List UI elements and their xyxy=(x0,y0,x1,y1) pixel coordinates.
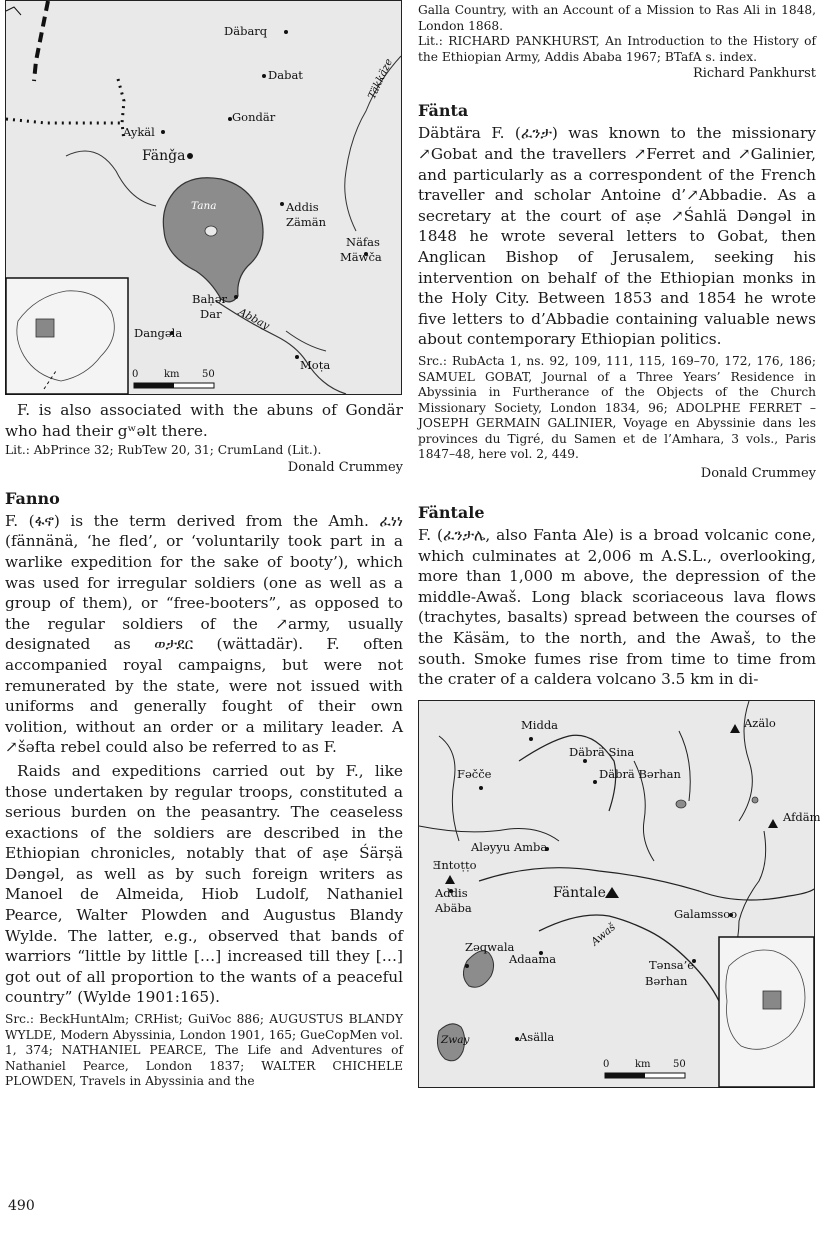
scale-zero: 0 xyxy=(132,369,139,380)
river-label-awas: Awaš xyxy=(589,920,618,949)
place-label-dabra-barhan: Däbrä Bərhan xyxy=(599,766,681,781)
author-crummey-2: Donald Crummey xyxy=(700,466,816,482)
fanno-paragraph-2: Raids and expeditions carried out by F., like those undertaken by regular troops, constituted a serious burden on the peasantry. The ceaseless exactions of the soldiers are described in the Ethiopian chronicles, notably that of aṣe Śärṣä Dəngəl, as well as by such foreign writers as Manoel de Almeida, Hiob Ludolf, Nathaniel Pearce, Walter Plowden and Augustus Blandy Wylde. The latter, e.g., observed that bands of warriors “little by little […] increased till they […] got out of all proportion to the wants of a peaceful country” (Wylde 1901:165). xyxy=(5,761,403,1007)
place-label-nafas-mawca-2: Mäwča xyxy=(340,250,382,264)
heading-fantale: Fäntale xyxy=(418,503,485,523)
scale-zero-2: 0 xyxy=(603,1058,610,1070)
place-label-fantale: Fäntale xyxy=(553,884,606,901)
map-lake-tana-region xyxy=(5,0,402,395)
fanta-sources: Src.: RubActa 1, ns. 92, 109, 111, 115, 169–70, 172, 176, 186; SAMUEL GOBAT, Journal of a Three Years’ Residence in Abyssinia in Furtherance of the Objects of the Church Missionary Society, London 1834, 96; ADOLPHE FERRET – JOSEPH GERMAIN GALINIER, Voyage en Abyssinie dans les provinces du Tigré, du Samen et de l’Amhara, 3 vols., Paris 1847–48, here vol. 2, 449. xyxy=(418,353,816,462)
place-label-aykal: Aykäl xyxy=(123,125,155,139)
place-label-dangala: Dangəla xyxy=(134,326,183,340)
map-drawing xyxy=(6,1,401,394)
place-label-addis-abeba-2: Abäba xyxy=(435,900,472,915)
place-label-dabat: Dabat xyxy=(268,68,303,82)
fantale-paragraph: F. (ፈንታሌ, also Fanta Ale) is a broad volcanic cone, which culminates at 2,006 m A.S.L., overlooking, more than 1,000 m above, the depression of the middle-Awaš. Long black scoriaceous lava flows (trachytes, basalts) spread between the courses of the Käsäm, to the north, and the Awaš, to the south. Smoke fumes rise from time to time from the crater of a caldera volcano 3.5 km in di- xyxy=(418,526,816,689)
river-label-takkaze: Täkkäze xyxy=(366,56,396,102)
place-label-afdam: Afdäm xyxy=(783,809,820,824)
scale-max: 50 xyxy=(202,369,215,380)
place-label-nafas-mawca-1: Näfas xyxy=(346,235,380,249)
author-crummey-1: Donald Crummey xyxy=(287,459,403,475)
place-label-addis-zaman-1: Addis xyxy=(286,200,319,214)
scale-unit-2: km xyxy=(635,1058,651,1070)
place-label-fanga: Fänǧa xyxy=(142,148,186,164)
left-column xyxy=(5,0,403,1090)
fanno-paragraph-1: F. (ፋኖ) is the term derived from the Amh. ፈነነ (fännänä, ‘he fled’, or ‘voluntarily took part in a warlike expedition for the sake of booty’), which was used for irregular soldiers (one as well as a group of them), or “free-booters”, as opposed to the regular soldiers of the ↗army, usually designated as ወታደር (wättadär). F. often accompanied royal campaigns, but were not remunerated by the state, were not issued with uniforms and generally fought of their own volition, without an order or a military leader. A ↗šəfta rebel could also be referred to as F. xyxy=(5,511,403,757)
place-label-asalla: Asälla xyxy=(519,1029,555,1044)
lake-label-tana: Tana xyxy=(191,200,217,212)
place-label-facce: Fəčče xyxy=(457,766,492,781)
fanno-literature: Lit.: RICHARD PANKHURST, An Introduction to the History of the Ethiopian Army, Addis Ababa 1967; BTafA s. index. xyxy=(418,34,816,64)
place-label-addis-zaman-2: Zämän xyxy=(286,215,327,229)
place-label-adaama: Adaama xyxy=(509,951,557,966)
heading-fanta: Fänta xyxy=(418,101,469,121)
place-label-addis-abeba-1: Addis xyxy=(435,885,468,900)
place-label-dabra-sina: Däbrä Sina xyxy=(569,744,635,759)
place-label-gondar: Gondär xyxy=(232,110,276,124)
place-label-bahar-dar-1: Baḥər xyxy=(192,292,228,306)
scale-max-2: 50 xyxy=(673,1058,686,1070)
fanta-paragraph: Däbtära F. (ፈንታ) was known to the missionary ↗Gobat and the travellers ↗Ferret and ↗Galinier, and particularly as a correspondent of the French traveller and scholar Antoine d’↗Abbadie. As a secretary at the court of aṣe ↗Śahlä Dəngəl in 1848 he wrote several letters to Gobat, then Anglican Bishop of Jerusalem, seeking his intervention on behalf of the Ethiopian monks in the Holy City. Between 1853 and 1854 he wrote five letters to d’Abbadie containing valuable news about contemporary Ethiopian politics. xyxy=(418,124,816,349)
place-label-alayyu-amba: Aləyyu Amba xyxy=(471,839,548,854)
fanno-sources-continued: Galla Country, with an Account of a Mission to Ras Ali in 1848, London 1868. xyxy=(418,3,816,33)
fanno-sources: Src.: BeckHuntAlm; CRHist; GuiVoc 886; AUGUSTUS BLANDY WYLDE, Modern Abyssinia, London 1901, 165; GueCopMen vol. 1, 374; NATHANIEL PEARCE, The Life and Adventures of Nathaniel Pearce, London 1837; WALTER CHICHELE PLOWDEN, Travels in Abyssinia and the xyxy=(5,1012,403,1089)
right-column xyxy=(418,0,820,1088)
place-label-mota: Moṭa xyxy=(300,358,331,372)
place-label-dabarq: Däbarq xyxy=(224,24,268,38)
place-label-tansae-barhan-1: Tənsa’e xyxy=(649,957,695,972)
scale-unit: km xyxy=(164,369,180,380)
place-label-entotto: Ǝntoṭṭo xyxy=(433,857,477,872)
lake-label-zway: Zway xyxy=(441,1033,470,1046)
place-label-zaqwala: Zəqwala xyxy=(465,939,515,954)
author-pankhurst: Richard Pankhurst xyxy=(692,66,816,82)
river-label-abbay: Abbay xyxy=(236,306,272,333)
place-label-bahar-dar-2: Dar xyxy=(200,307,222,321)
gondar-literature: Lit.: AbPrince 32; RubTew 20, 31; CrumLand (Lit.). xyxy=(5,443,322,458)
place-label-tansae-barhan-2: Bərhan xyxy=(645,973,688,988)
page-number: 490 xyxy=(8,1198,35,1214)
gondar-final-paragraph: F. is also associated with the abuns of Gondär who had their gʷəlt there. xyxy=(5,401,403,440)
place-label-galamssoo: Galamssoo xyxy=(674,906,738,921)
place-label-azalo: Azälo xyxy=(744,715,776,730)
map-fantale-region xyxy=(418,700,820,1088)
place-label-midda: Midda xyxy=(521,717,559,732)
heading-fanno: Fanno xyxy=(5,488,60,508)
